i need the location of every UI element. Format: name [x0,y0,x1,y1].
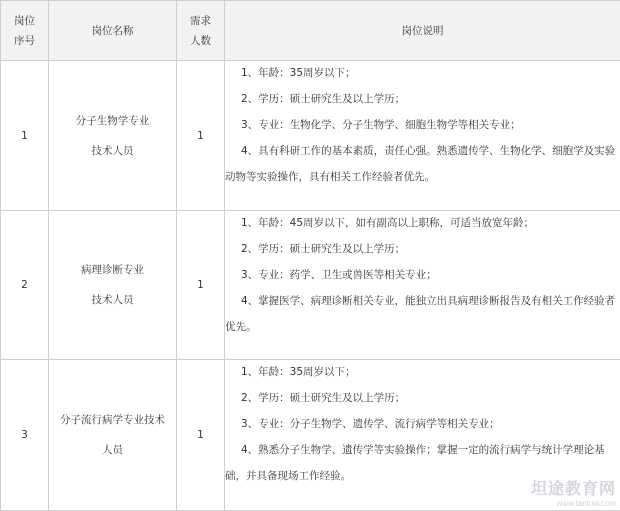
row-count: 1 [177,360,225,511]
row-desc [225,61,620,211]
desc-line: 优先。 [225,315,620,341]
row-name [49,61,177,211]
row-name [49,211,177,360]
row-name-line: 技术人员 [49,285,176,315]
site-watermark [531,476,616,508]
table-row [1,360,620,511]
row-count: 1 [177,211,225,360]
row-name-line: 分子生物学专业 [49,106,176,136]
header-seq-line1: 岗位 [1,11,48,31]
desc-line: 3、专业：药学、卫生或兽医等相关专业； [225,263,620,289]
row-name-line: 人员 [49,435,176,465]
desc-line: 2、学历：硕士研究生及以上学历； [225,237,620,263]
watermark-name: 坦途教育网 [531,476,616,499]
header-count-line1: 需求 [177,11,224,31]
header-count-line2: 人数 [177,31,224,51]
desc-line: 础，并具备现场工作经验。 [225,464,620,490]
header-count [177,1,225,61]
row-seq: 1 [1,61,49,211]
desc-line: 3、专业：生物化学、分子生物学、细胞生物学等相关专业； [225,113,620,139]
desc-line: 2、学历：硕士研究生及以上学历； [225,87,620,113]
desc-line: 2、学历：硕士研究生及以上学历； [225,386,620,412]
watermark-url: www.tantuw.com [531,499,616,508]
desc-line: 1、年龄：35周岁以下； [225,360,620,386]
desc-line: 动物等实验操作，具有相关工作经验者优先。 [225,165,620,191]
row-name-line: 病理诊断专业 [49,255,176,285]
desc-line: 1、年龄：35周岁以下； [225,61,620,87]
desc-line: 3、专业：分子生物学、遗传学、流行病学等相关专业； [225,412,620,438]
header-name: 岗位名称 [49,1,177,61]
header-row [1,1,620,61]
row-name-line: 技术人员 [49,136,176,166]
header-seq [1,1,49,61]
row-desc [225,211,620,360]
desc-line: 4、掌握医学、病理诊断相关专业，能独立出具病理诊断报告及有相关工作经验者 [225,289,620,315]
row-seq: 3 [1,360,49,511]
row-seq: 2 [1,211,49,360]
row-name [49,360,177,511]
header-desc: 岗位说明 [225,1,620,61]
header-seq-line2: 序号 [1,31,48,51]
row-count: 1 [177,61,225,211]
table-row [1,211,620,360]
desc-line: 1、年龄：45周岁以下，如有副高以上职称，可适当放宽年龄； [225,211,620,237]
desc-line: 4、熟悉分子生物学、遗传学等实验操作；掌握一定的流行病学与统计学理论基 [225,438,620,464]
desc-line: 4、具有科研工作的基本素质，责任心强。熟悉遗传学、生物化学、细胞学及实验 [225,139,620,165]
row-name-line: 分子流行病学专业技术 [49,405,176,435]
table-row [1,61,620,211]
